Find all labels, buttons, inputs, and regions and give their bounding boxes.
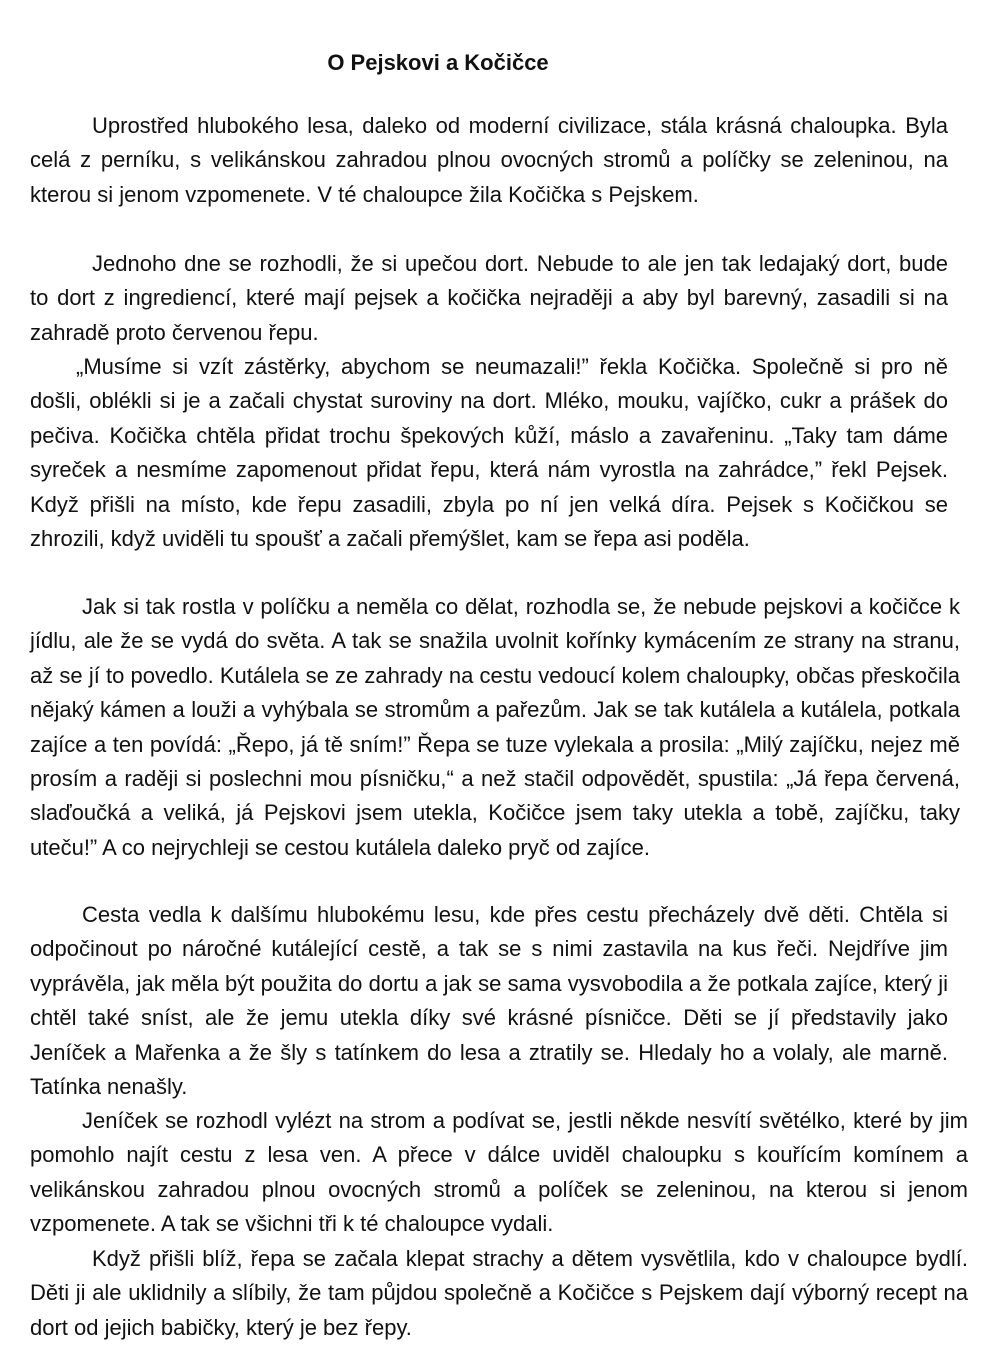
- paragraph-6: Jeníček se rozhodl vylézt na strom a podívat se, jestli někde nesvítí světélko, které by jim pomohlo najít cestu z lesa ven. A přece v dálce uviděl chaloupku s kouřícím komínem a velikánskou zahradou plnou ovocných stromů a políček se zeleninou, na kterou si jenom vzpomenete. A tak se všichni tři k té chaloupce vydali.: [30, 1108, 968, 1237]
- paragraph-5: Cesta vedla k dalšímu hlubokému lesu, kde přes cestu přecházely dvě děti. Chtěla si odpočinout po náročné kutálející cestě, a tak se s nimi zastavila na kus řeči. Nejdříve jim vyprávěla, jak měla být použita do dortu a jak se sama vysvobodila a že potkala zajíce, který ji chtěl také sníst, ale že jemu utekla díky své krásné písničce. Děti se jí představily jako Jeníček a Mařenka a že šly s tatínkem do lesa a ztratily se. Hledaly ho a volaly, ale marně. Tatínka nenašly.: [30, 902, 948, 1100]
- paragraph-7: Když přišli blíž, řepa se začala klepat strachy a dětem vysvětlila, kdo v chaloupce bydlí. Děti ji ale uklidnily a slíbily, že tam půjdou společně a Kočičce s Pejskem dají výborný recept na dort od jejich babičky, který je bez řepy.: [30, 1246, 968, 1340]
- paragraph-1: Uprostřed hlubokého lesa, daleko od moderní civilizace, stála krásná chaloupka. Byla celá z perníku, s velikánskou zahradou plnou ovocných stromů a políčky se zeleninou, na kterou si jenom vzpomenete. V té chaloupce žila Kočička s Pejskem.: [30, 113, 948, 207]
- paragraph-4: Jak si tak rostla v políčku a neměla co dělat, rozhodla se, že nebude pejskovi a kočičce k jídlu, ale že se vydá do světa. A tak se snažila uvolnit kořínky kymácením ze strany na stranu, až se jí to povedlo. Kutálela se ze zahrady na cestu vedoucí kolem chaloupky, občas přeskočila nějaký kámen a louži a vyhýbala se stromům a pařezům. Jak se tak kutálela a kutálela, potkala zajíce a ten povídá: „Řepo, já tě sním!” Řepa se tuze vylekala a prosila: „Milý zajíčku, nejez mě prosím a raději si poslechni mou písničku,“ a než stačil odpovědět, spustila: „Já řepa červená, slaďoučká a veliká, já Pejskovi jsem utekla, Kočičce jsem taky utekla a tobě, zajíčku, taky uteču!” A co nejrychleji se cestou kutálela daleko pryč od zajíce.: [30, 594, 960, 860]
- document-title: O Pejskovi a Kočičce: [327, 50, 549, 75]
- paragraph-3: „Musíme si vzít zástěrky, abychom se neumazali!” řekla Kočička. Společně si pro ně došli, oblékli si je a začali chystat suroviny na dort. Mléko, mouku, vajíčko, cukr a prášek do pečiva. Kočička chtěla přidat trochu špekových kůží, máslo a zavařeninu. „Taky tam dáme syreček a nesmíme zapomenout přidat řepu, která nám vyrostla na zahrádce,” řekl Pejsek. Když přišli na místo, kde řepu zasadili, zbyla po ní jen velká díra. Pejsek s Kočičkou se zhrozili, když uviděli tu spoušť a začali přemýšlet, kam se řepa asi poděla.: [30, 354, 948, 552]
- paragraph-2: Jednoho dne se rozhodli, že si upečou dort. Nebude to ale jen tak ledajaký dort, bude to dort z ingrediencí, které mají pejsek a kočička nejraději a aby byl barevný, zasadili si na zahradě proto červenou řepu.: [30, 251, 948, 345]
